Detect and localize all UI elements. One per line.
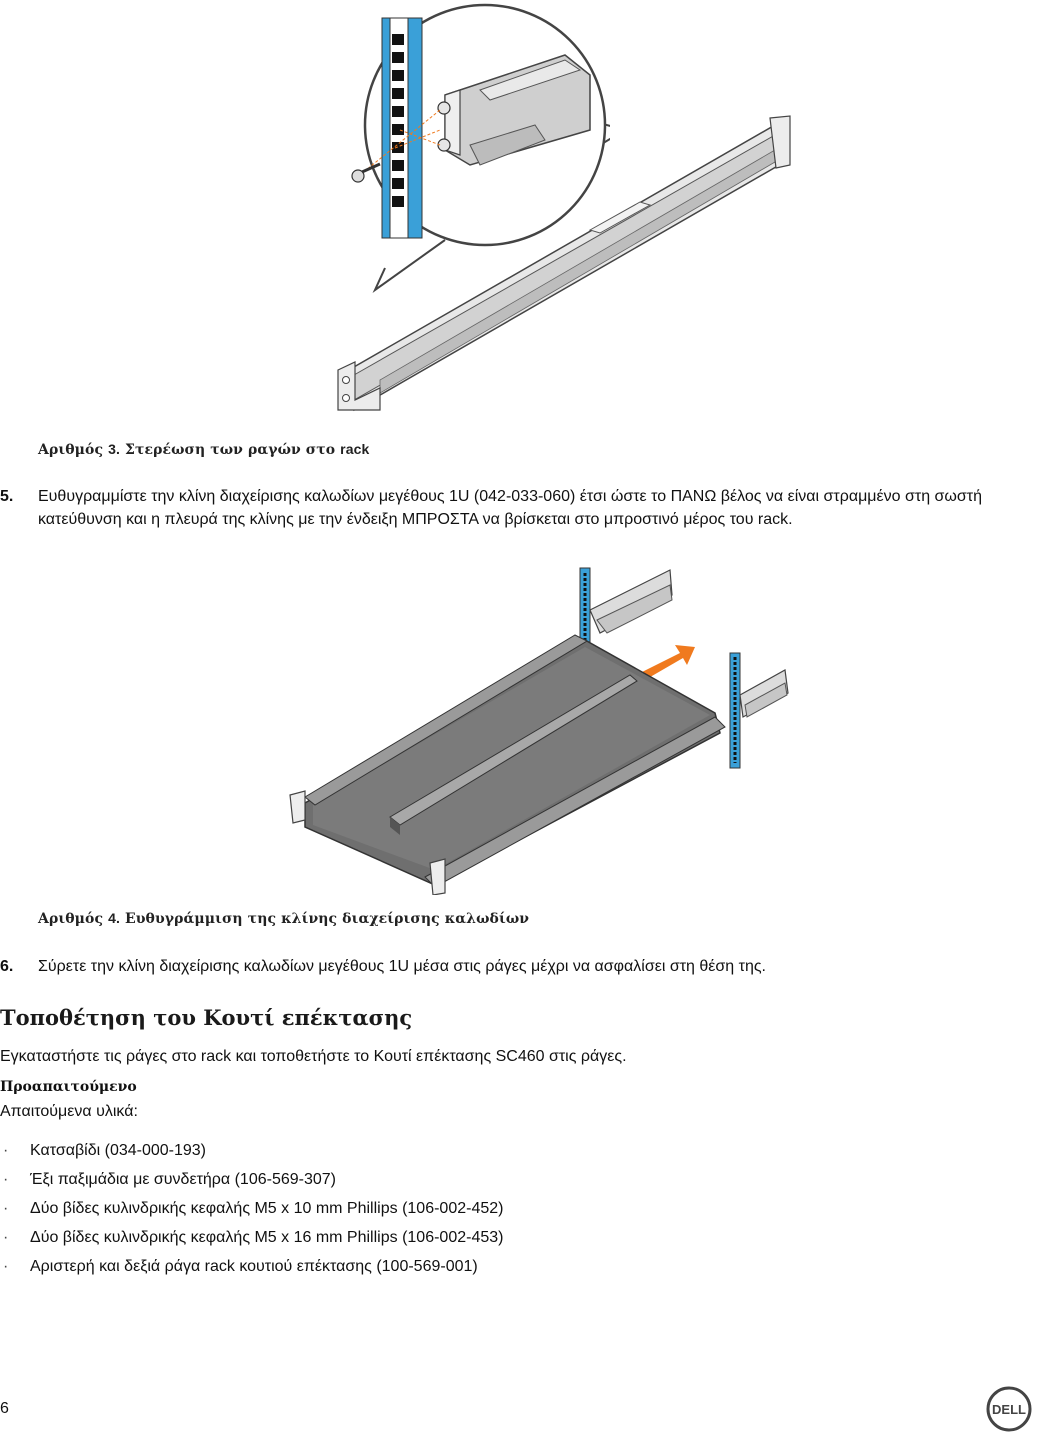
list-item <box>0 1227 700 1256</box>
caption-text: Στερέωση των ραγών στο <box>124 442 336 458</box>
list-item-text: Αριστερή και δεξιά ράγα rack κουτιού επέκτασης (100-569-001) <box>30 1258 478 1275</box>
bullet: · <box>3 1229 9 1246</box>
page-number: 6 <box>0 1400 9 1417</box>
list-item-text: Δύο βίδες κυλινδρικής κεφαλής M5 x 16 mm Phillips (106-002-453) <box>30 1229 504 1246</box>
materials-list <box>0 1140 700 1285</box>
step-number: 6. <box>0 958 14 975</box>
step-number: 5. <box>0 488 14 505</box>
list-item <box>0 1140 700 1169</box>
caption-suffix: rack <box>340 441 370 457</box>
figure-4-caption <box>38 910 529 927</box>
prereq-heading: Προαπαιτούμενο <box>0 1079 137 1095</box>
step-text: Σύρετε την κλίνη διαχείρισης καλωδίων μεγέθους 1U μέσα στις ράγες μέχρι να ασφαλίσει στη θέση της. <box>38 958 766 975</box>
list-item <box>0 1256 700 1285</box>
bullet: · <box>3 1258 9 1275</box>
step-text: Ευθυγραμμίστε την κλίνη διαχείρισης καλωδίων μεγέθους 1U (042-033-060) έτσι ώστε το ΠΑΝΩ βέλος να είναι στραμμένο στη σωστή κατεύθυνση και η πλευρά της κλίνης με την ένδειξη ΜΠΡΟΣΤΑ να βρίσκεται στο μπροστινό μέρος του rack. <box>38 488 982 528</box>
figure-3-caption <box>38 441 369 458</box>
bullet: · <box>3 1200 9 1217</box>
list-item-text: Κατσαβίδι (034-000-193) <box>30 1142 207 1159</box>
figure-3-rail-illustration <box>320 0 800 415</box>
caption-text: Ευθυγράμμιση της κλίνης διαχείρισης καλωδίων <box>124 911 530 927</box>
bullet: · <box>3 1171 9 1188</box>
caption-prefix: Αριθμός <box>38 911 104 927</box>
caption-number: 4. <box>108 910 120 926</box>
dell-logo-icon <box>985 1385 1033 1433</box>
caption-number: 3. <box>108 441 120 457</box>
figure-4-tray-illustration <box>285 565 795 895</box>
section-intro: Εγκαταστήστε τις ράγες στο rack και τοποθετήστε το Κουτί επέκτασης SC460 στις ράγες. <box>0 1048 627 1065</box>
list-item-text: Δύο βίδες κυλινδρικής κεφαλής M5 x 10 mm Phillips (106-002-452) <box>30 1200 504 1217</box>
prereq-intro: Απαιτούμενα υλικά: <box>0 1103 138 1120</box>
logo-text: DELL <box>992 1402 1026 1417</box>
caption-prefix: Αριθμός <box>38 442 104 458</box>
section-title: Τοποθέτηση του Κουτί επέκτασης <box>0 1005 413 1030</box>
list-item-text: Έξι παξιμάδια με συνδετήρα (106-569-307) <box>30 1171 336 1188</box>
list-item <box>0 1169 700 1198</box>
bullet: · <box>3 1142 9 1159</box>
list-item <box>0 1198 700 1227</box>
